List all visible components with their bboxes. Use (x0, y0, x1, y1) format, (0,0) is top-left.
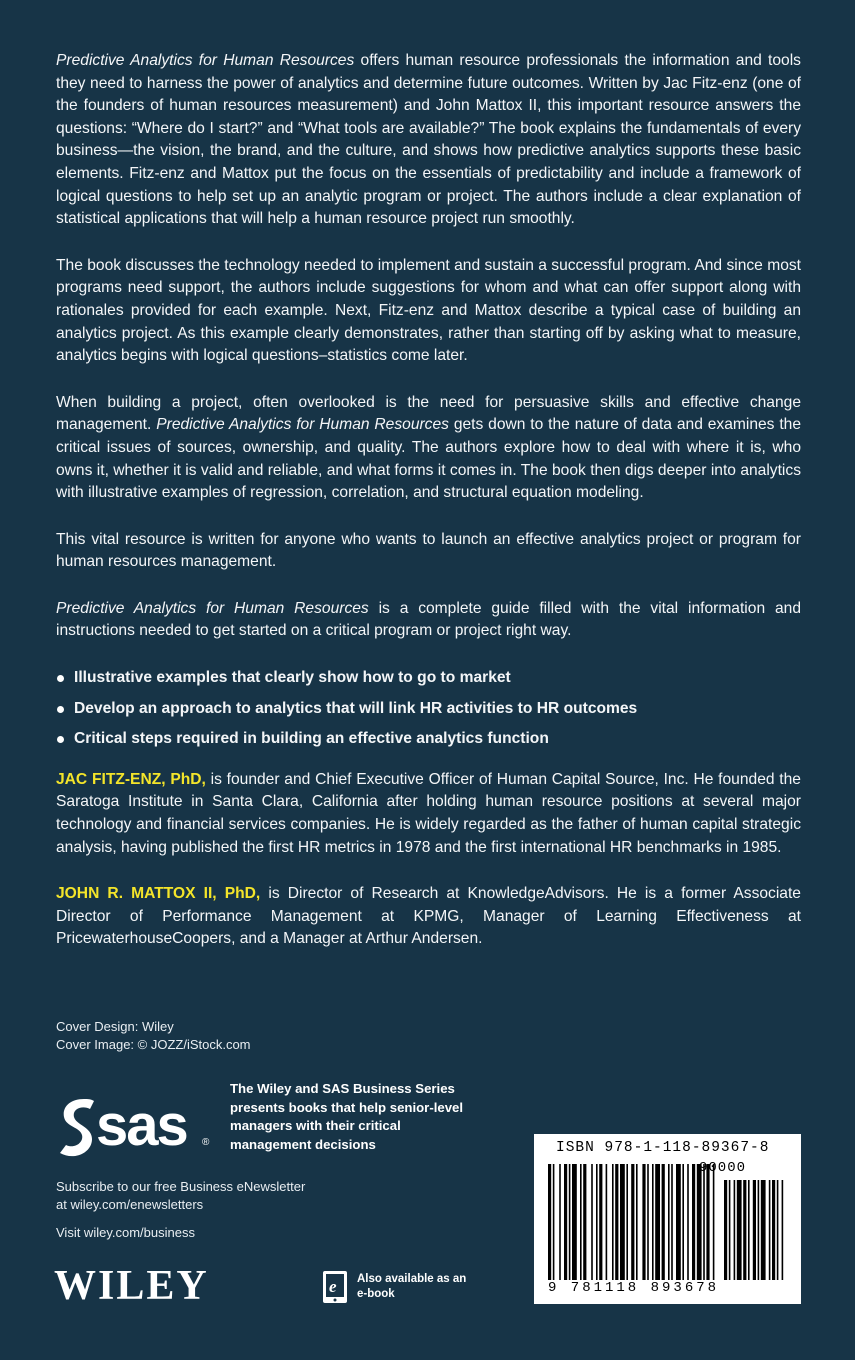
author-bio-fitz-enz: JAC FITZ-ENZ, PhD, is founder and Chief Executive Officer of Human Capital Source, Inc. He founded the Saratoga Institute in Santa Clara, California after holding human resource positions at several major technology and financial services companies. He is widely regarded as the father of human capital strategic analysis, having published the first HR metrics in 1978 and the first international HR benchmarks in 1985. (56, 770, 801, 856)
description-paragraph-1: Predictive Analytics for Human Resources offers human resource professionals the information and tools they need to harness the power of analytics and determine future outcomes. Written by Jac Fitz-enz (one of the founders of human resources measurement) and John Mattox II, this important resource answers the questions: “Where do I start?” and “What tools are available?” The book explains the fundamentals of every business—the vision, the brand, and the culture, and shows how predictive analytics supports these basic elements. Fitz-enz and Mattox put the focus on the essentials of predictability and include a framework of logical questions to help set up an analytic program or project. The authors include a clear explanation of statistical applications that will help a human resource project run smoothly. (56, 52, 801, 228)
newsletter-line: Subscribe to our free Business eNewsletter (56, 1179, 306, 1194)
description-block (56, 50, 801, 975)
wiley-logo: WILEY (54, 1263, 209, 1309)
ebook-availability: Also available as an e-book (357, 1273, 467, 1300)
sas-swirl-mark (60, 1099, 94, 1156)
newsletter-info (56, 1178, 305, 1214)
price-code: 90000 (699, 1160, 747, 1176)
book-title-italic: Predictive Analytics for Human Resources (156, 416, 449, 434)
book-title-italic: Predictive Analytics for Human Resources (56, 599, 369, 617)
feature-bullet: Illustrative examples that clearly show how to go to market (56, 667, 801, 690)
registered-mark: ® (202, 1137, 210, 1148)
isbn-barcode (534, 1134, 801, 1304)
author-name: JOHN R. MATTOX II, PhD, (56, 885, 261, 903)
description-paragraph-3: When building a project, often overlooked is the need for persuasive skills and effective change management. Predictive Analytics for Human Resources gets down to the nature of data and examines the critical issues of sources, ownership, and quality. The authors explore how to deal with where it is, who owns it, whether it is valid and reliable, and what forms it comes in. The book then digs deeper into analytics with illustrative examples of regression, correlation, and structural equation modeling. (56, 393, 801, 502)
sas-series-blurb: The Wiley and SAS Business Series presents books that help senior-level managers with their critical management decisions (230, 1081, 464, 1152)
feature-bullet-list (56, 667, 801, 751)
isbn-number: ISBN 978-1-118-89367-8 (556, 1140, 770, 1156)
author-name: JAC FITZ-ENZ, PhD, (56, 770, 206, 788)
cover-credits (56, 1018, 251, 1054)
cover-design-credit: Cover Design: Wiley (56, 1019, 174, 1034)
description-paragraph-4: This vital resource is written for anyone who wants to launch an effective analytics project or program for human resources management. (56, 530, 801, 571)
sas-logo-icon (54, 1093, 214, 1159)
description-paragraph-2: The book discusses the technology needed to implement and sustain a successful program. And since most programs need support, the authors include suggestions for whom and what can offer support along with rationales provided for each example. Next, Fitz-enz and Mattox describe a typical case of building an analytics project. As this example clearly demonstrates, rather than starting off by asking what to measure, analytics begins with logical questions–statistics come later. (56, 256, 801, 365)
cover-image-credit: Cover Image: © JOZZ/iStock.com (56, 1037, 251, 1052)
newsletter-url: at wiley.com/enewsletters (56, 1197, 204, 1212)
ebook-icon (322, 1270, 348, 1304)
feature-bullet: Develop an approach to analytics that will link HR activities to HR outcomes (56, 698, 801, 721)
visit-url: Visit wiley.com/business (56, 1225, 195, 1240)
description-paragraph-5: Predictive Analytics for Human Resources is a complete guide filled with the vital information and instructions needed to get started on a critical program or project right way. (56, 599, 801, 640)
barcode-bars (534, 1134, 801, 1304)
book-title-italic: Predictive Analytics for Human Resources (56, 52, 355, 69)
sas-logo-text: sas (96, 1093, 187, 1158)
author-bio-mattox: JOHN R. MATTOX II, PhD, is Director of Research at KnowledgeAdvisors. He is a former Associate Director of Performance Management at KPMG, Manager of Learning Effectiveness at PricewaterhouseCoopers, and a Manager at Arthur Andersen. (56, 885, 801, 948)
svg-text:e: e (329, 1277, 337, 1296)
feature-bullet: Critical steps required in building an effective analytics function (56, 728, 801, 751)
ean-number: 9 781118 893678 (548, 1280, 720, 1296)
